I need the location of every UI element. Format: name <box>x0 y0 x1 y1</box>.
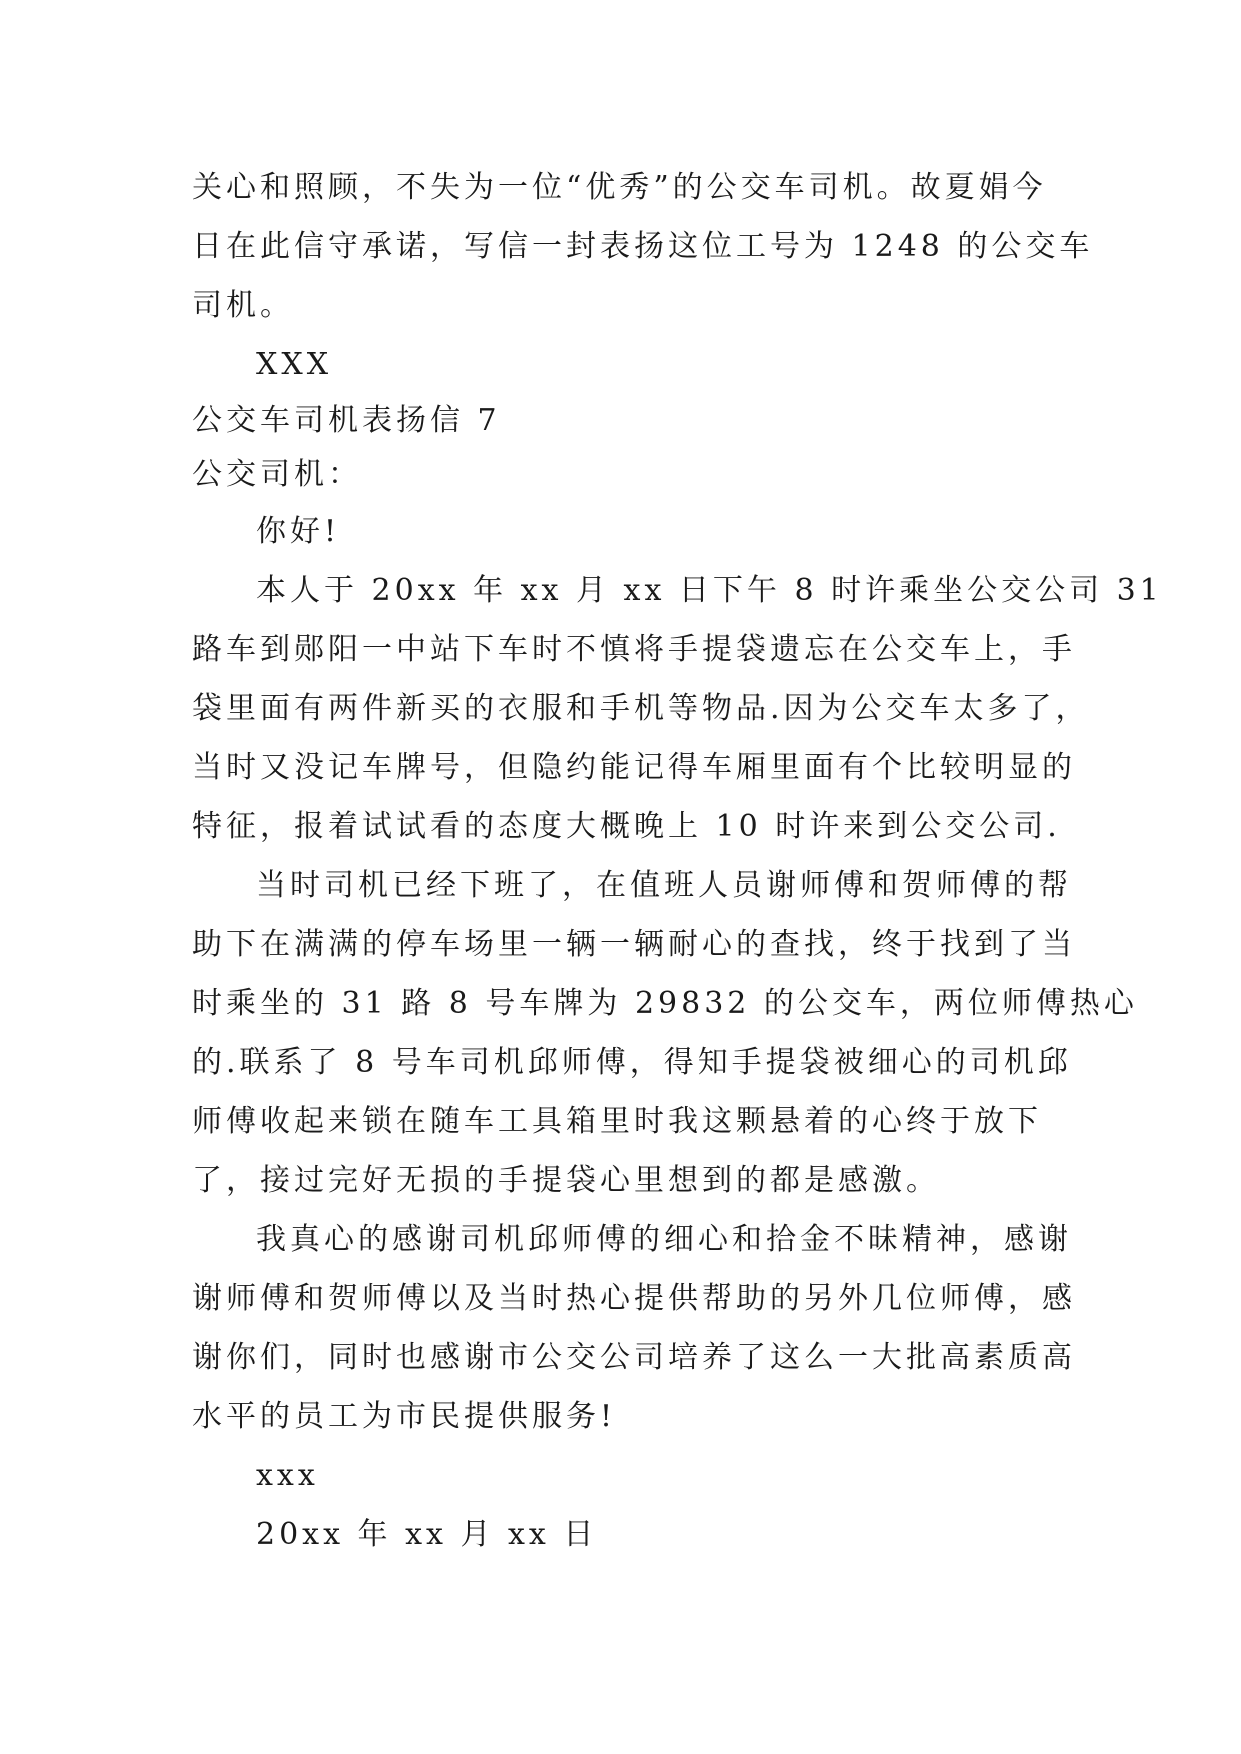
greeting: 你好! <box>256 514 341 549</box>
letter-title: 公交车司机表扬信 7 <box>192 403 501 438</box>
salutation: 公交司机： <box>192 457 362 492</box>
body-line: 日在此信守承诺，写信一封表扬这位工号为 1248 的公交车 <box>192 229 1094 264</box>
document-page <box>192 158 1163 1564</box>
signature: xxx <box>256 1458 319 1493</box>
paragraph-1 <box>192 561 1163 856</box>
date: 20xx 年 xx 月 xx 日 <box>256 1517 598 1552</box>
previous-letter-ending <box>192 158 1094 394</box>
paragraph-2 <box>192 856 1138 1210</box>
letter-7 <box>192 394 1163 1564</box>
signature: XXX <box>256 347 333 382</box>
paragraph-3 <box>192 1210 1076 1446</box>
body-line: 水平的员工为市民提供服务! <box>192 1399 617 1434</box>
body-line: 我真心的感谢司机邱师傅的细心和拾金不昧精神，感谢 <box>256 1222 1072 1257</box>
body-line: 当时又没记车牌号，但隐约能记得车厢里面有个比较明显的 <box>192 750 1076 785</box>
body-line: 袋里面有两件新买的衣服和手机等物品.因为公交车太多了， <box>192 691 1090 726</box>
body-line: 特征，报着试试看的态度大概晚上 10 时许来到公交公司. <box>192 809 1061 844</box>
body-line: 助下在满满的停车场里一辆一辆耐心的查找，终于找到了当 <box>192 927 1076 962</box>
body-line: 谢你们，同时也感谢市公交公司培养了这么一大批高素质高 <box>192 1340 1076 1375</box>
body-line: 师傅收起来锁在随车工具箱里时我这颗悬着的心终于放下 <box>192 1104 1042 1139</box>
body-line: 谢师傅和贺师傅以及当时热心提供帮助的另外几位师傅，感 <box>192 1281 1076 1316</box>
body-line: 路车到郧阳一中站下车时不慎将手提袋遗忘在公交车上，手 <box>192 632 1076 667</box>
body-line: 时乘坐的 31 路 8 号车牌为 29832 的公交车，两位师傅热心 <box>192 986 1138 1021</box>
body-line: 司机。 <box>192 288 294 323</box>
body-line: 本人于 20xx 年 xx 月 xx 日下午 8 时许乘坐公交公司 31 <box>256 573 1163 608</box>
body-line: 了，接过完好无损的手提袋心里想到的都是感激。 <box>192 1163 940 1198</box>
body-line: 当时司机已经下班了，在值班人员谢师傅和贺师傅的帮 <box>256 868 1072 903</box>
body-line: 的.联系了 8 号车司机邱师傅，得知手提袋被细心的司机邱 <box>192 1045 1072 1080</box>
body-line: 关心和照顾，不失为一位“优秀”的公交车司机。故夏娟今 <box>192 170 1047 205</box>
